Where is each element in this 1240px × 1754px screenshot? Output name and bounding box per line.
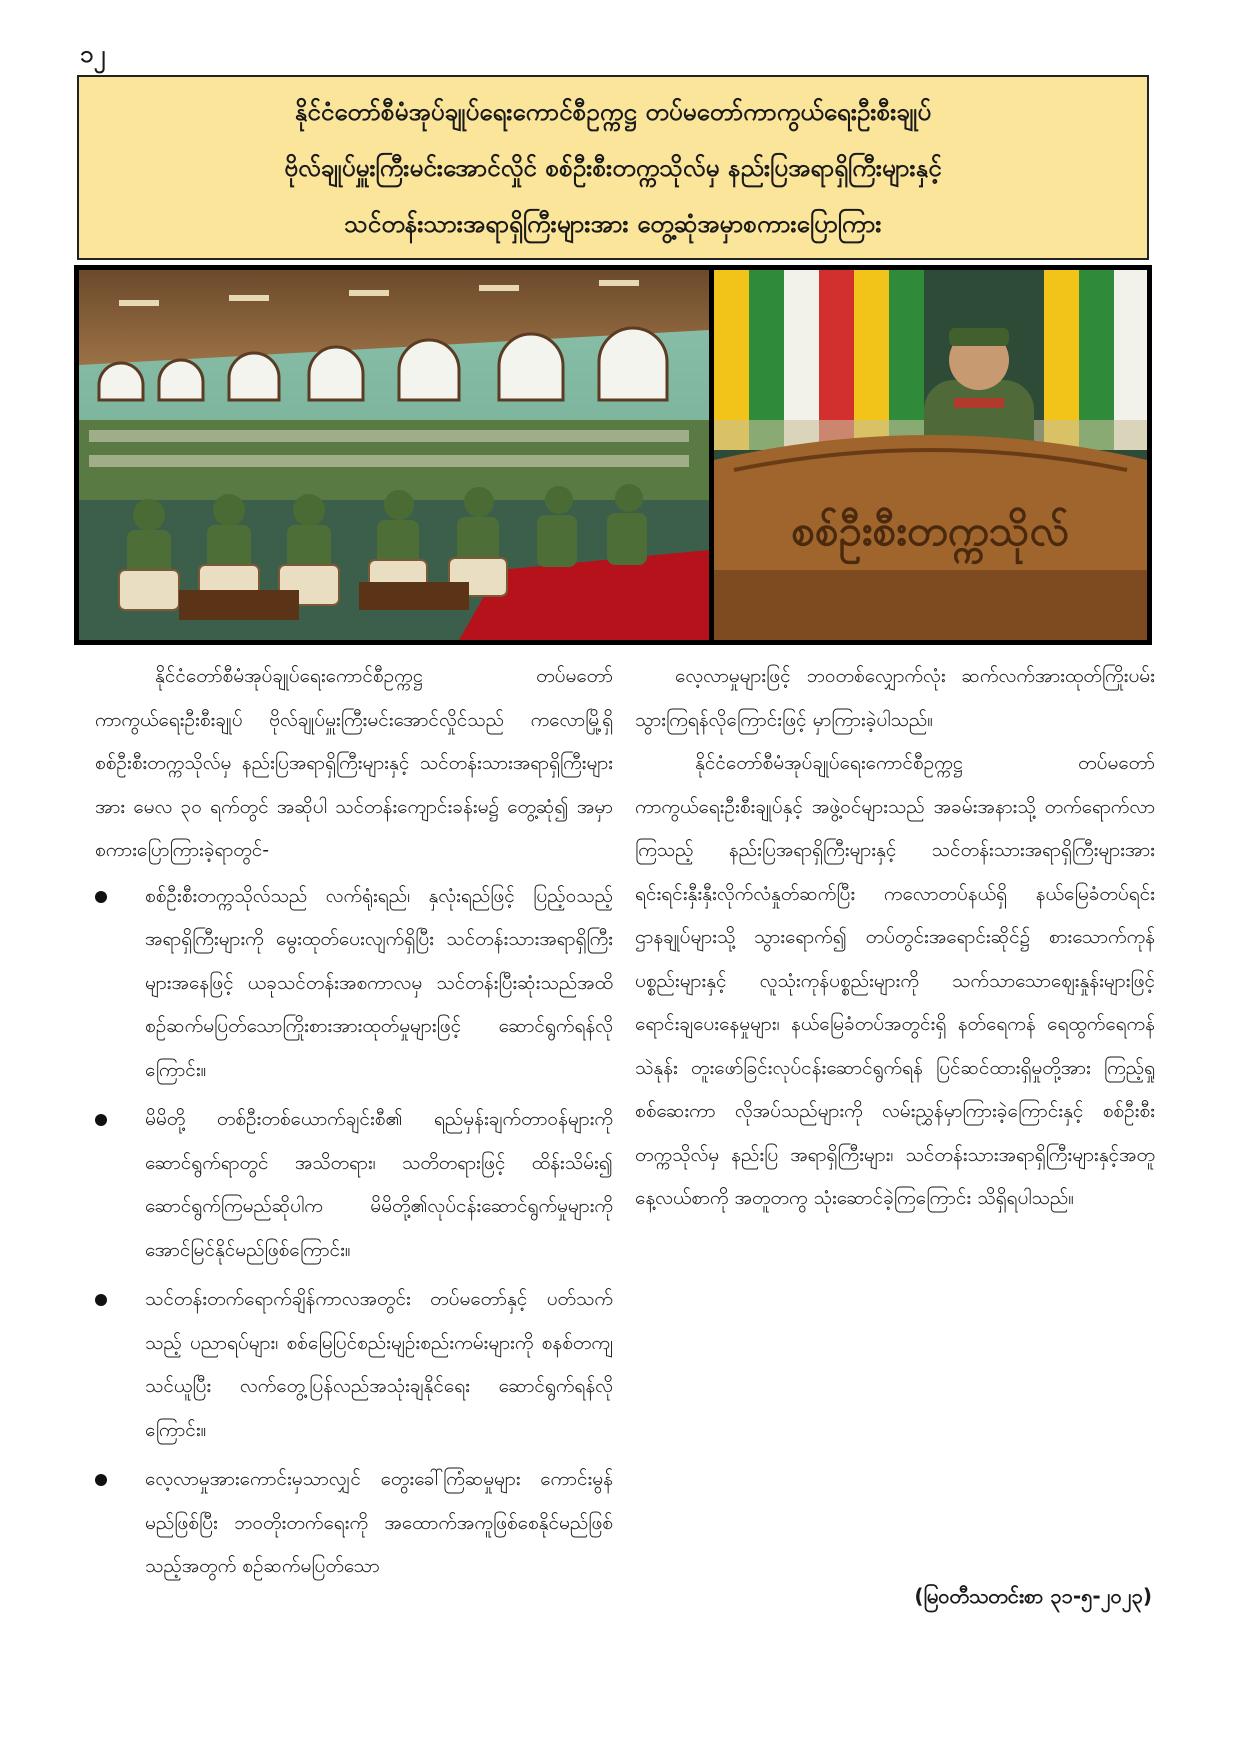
list-item (95, 875, 613, 1093)
bullet-icon (95, 891, 107, 903)
bullet-icon (95, 1114, 107, 1126)
speaker-podium-photo (714, 270, 1147, 640)
headline-line-3: သင်တန်းသားအရာရှိကြီးများအား တွေ့ဆုံအမှာစကားပြောကြား (344, 209, 882, 238)
speaker-podium-illustration (714, 270, 1147, 640)
article-bullet-list (95, 875, 613, 1589)
list-item (95, 1278, 613, 1452)
bullet-text: သင်တန်းတက်ရောက်ချိန်ကာလအတွင်း တပ်မတော်နှင့် ပတ်သက်သည့် ပညာရပ်များ၊ စစ်မြေပြင်စည်းမျဉ်းစည်းကမ်းများကို စနစ်တကျသင်ယူပြီး လက်တွေ့ပြန်လည်အသုံးချနိုင်ရေး ဆောင်ရွက်ရန်လိုကြောင်း။ (145, 1288, 613, 1441)
bullet-icon (95, 1294, 107, 1306)
bullet-text: လေ့လာမှုအားကောင်းမှသာလျှင် တွေးခေါ်ကြံဆမှုများ ကောင်းမွန်မည်ဖြစ်ပြီး ဘဝတိုးတက်ရေးကို အထောက်အကူဖြစ်စေနိုင်မည်ဖြစ်သည့်အတွက် စဉ်ဆက်မပြတ်သော (145, 1468, 613, 1577)
list-item (95, 1098, 613, 1272)
bullet-text: စစ်ဦးစီးတက္ကသိုလ်သည် လက်ရုံးရည်၊ နှလုံးရည်ဖြင့် ပြည့်ဝသည့် အရာရှိကြီးများကို မွေးထုတ်ပေးလျက်ရှိပြီး သင်တန်းသားအရာရှိကြီးများအနေဖြင့် ယခုသင်တန်းအစကာလမှ သင်တန်းပြီးဆုံးသည်အထိ စဉ်ဆက်မပြတ်သောကြိုးစားအားထုတ်မှုများဖြင့် ဆောင်ရွက်ရန်လိုကြောင်း။ (145, 884, 613, 1081)
article-intro: နိုင်ငံတော်စီမံအုပ်ချုပ်ရေးကောင်စီဥက္ကဋ္ဌ တပ်မတော်ကာကွယ်ရေးဦးစီးချုပ် ဗိုလ်ချုပ်မှူးကြီးမင်းအောင်လှိုင်သည် ကလောမြို့ရှိ စစ်ဦးစီးတက္ကသိုလ်မှ နည်းပြအရာရှိကြီးများနှင့် သင်တန်းသားအရာရှိကြီးများအား မေလ ၃၀ ရက်တွင် အဆိုပါ သင်တန်းကျောင်းခန်းမ၌ တွေ့ဆုံ၍ အမှာစကားပြောကြားခဲ့ရာတွင်- (95, 665, 613, 861)
article-left-column (95, 655, 613, 1635)
assembly-hall-illustration (79, 270, 709, 640)
assembly-hall-photo (79, 270, 709, 640)
headline-line-2: ဗိုလ်ချုပ်မှူးကြီးမင်းအောင်လှိုင် စစ်ဦးစီးတက္ကသိုလ်မှ နည်းပြအရာရှိကြီးများနှင့် (284, 153, 942, 182)
source-credit: (မြဝတီသတင်းစာ ၃၁-၅-၂၀၂၃) (914, 1584, 1152, 1608)
article-right-column (635, 655, 1155, 1635)
article-continuation: လေ့လာမှုများဖြင့် ဘဝတစ်လျှောက်လုံး ဆက်လက်အားထုတ်ကြိုးပမ်းသွားကြရန်လိုကြောင်းဖြင့် မှာကြားခဲ့ပါသည်။ (635, 665, 1155, 731)
headline-box (77, 75, 1149, 260)
page-number: ၁၂ (80, 40, 106, 68)
bullet-icon (95, 1474, 107, 1486)
podium-inscription: စစ်ဦးစီးတက္ကသိုလ် (791, 506, 1069, 555)
bullet-text: မိမိတို့ တစ်ဦးတစ်ယောက်ချင်းစီ၏ ရည်မှန်းချက်တာဝန်များကို ဆောင်ရွက်ရာတွင် အသိတရား၊ သတိတရားဖြင့် ထိန်းသိမ်း၍ ဆောင်ရွက်ကြမည်ဆိုပါက မိမိတို့၏လုပ်ငန်းဆောင်ရွက်မှုများကို အောင်မြင်နိုင်မည်ဖြစ်ကြောင်း။ (145, 1108, 613, 1261)
headline-line-1: နိုင်ငံတော်စီမံအုပ်ချုပ်ရေးကောင်စီဥက္ကဋ္ဌ တပ်မတော်ကာကွယ်ရေးဦးစီးချုပ် (294, 97, 932, 126)
article-columns (95, 655, 1155, 1635)
photo-strip (74, 265, 1152, 645)
list-item (95, 1458, 613, 1589)
article-closing: နိုင်ငံတော်စီမံအုပ်ချုပ်ရေးကောင်စီဥက္ကဋ္ဌ တပ်မတော်ကာကွယ်ရေးဦးစီးချုပ်နှင့် အဖွဲ့ဝင်များသည် အခမ်းအနားသို့ တက်ရောက်လာကြသည့် နည်းပြအရာရှိကြီးများနှင့် သင်တန်းသားအရာရှိကြီးများအား ရင်းရင်းနှီးနှီးလိုက်လံနှုတ်ဆက်ပြီး ကလောတပ်နယ်ရှိ နယ်မြေခံတပ်ရင်းဌာနချုပ်များသို့ သွားရောက်၍ တပ်တွင်းအရောင်းဆိုင်၌ စားသောက်ကုန်ပစ္စည်းများနှင့် လူသုံးကုန်ပစ္စည်းများကို သက်သာသောဈေးနှုန်းများဖြင့် ရောင်းချပေးနေမှုများ၊ နယ်မြေခံတပ်အတွင်းရှိ နတ်ရေကန် ရေထွက်ရေကန်သဲနုန်း တူးဖော်ခြင်းလုပ်ငန်းဆောင်ရွက်ရန် ပြင်ဆင်ထားရှိမှုတို့အား ကြည့်ရှုစစ်ဆေးကာ လိုအပ်သည်များကို လမ်းညွှန်မှာကြားခဲ့ကြောင်းနှင့် စစ်ဦးစီးတက္ကသိုလ်မှ နည်းပြ အရာရှိကြီးများ၊ သင်တန်းသားအရာရှိကြီးများနှင့်အတူ နေ့လယ်စာကို အတူတကွ သုံးဆောင်ခဲ့ကြကြောင်း သိရှိရပါသည်။ (635, 752, 1155, 1209)
